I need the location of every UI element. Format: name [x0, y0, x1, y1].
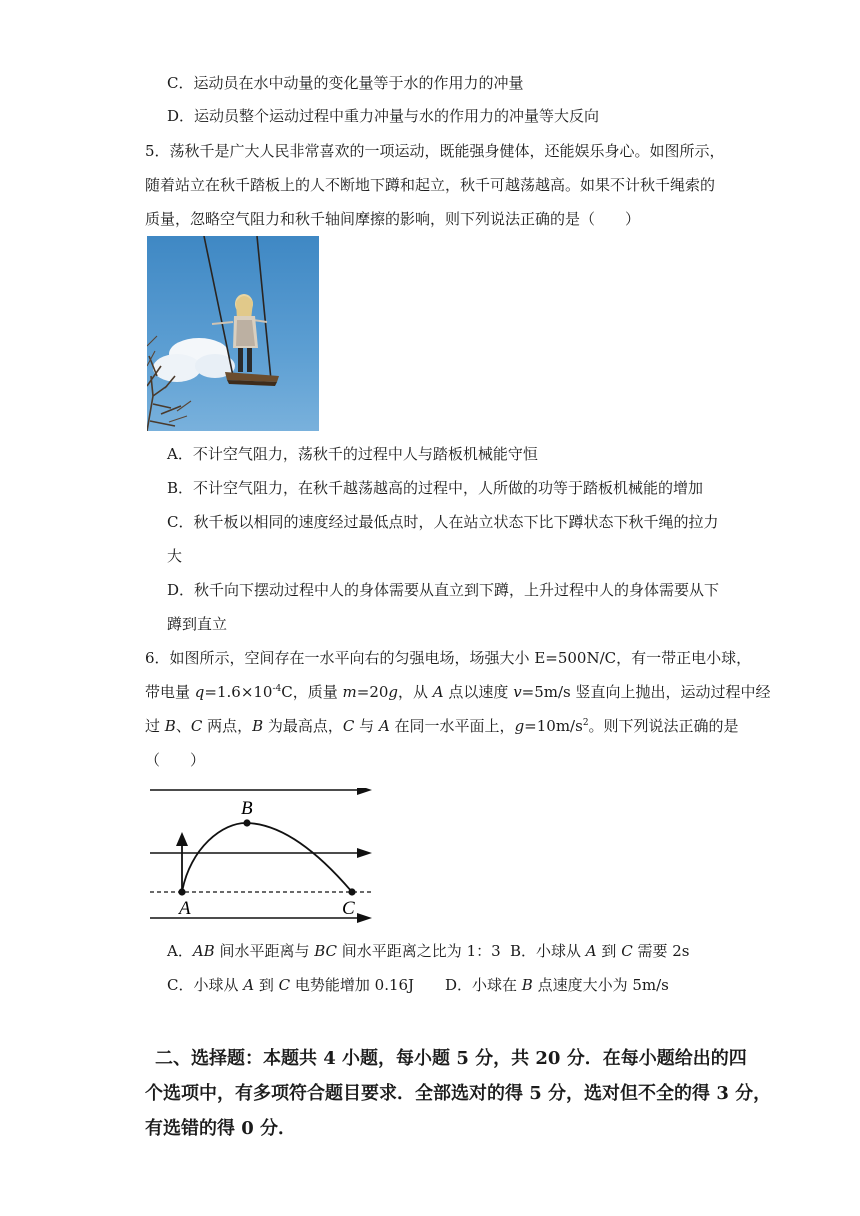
point-a — [178, 888, 185, 895]
q5-stem-line3: 质量，忽略空气阻力和秋千轴间摩擦的影响，则下列说法正确的是（ ） — [145, 210, 641, 228]
q6-stem-line3: 过 B、C 两点，B 为最高点，C 与 A 在同一水平面上，$g=10m/s^2$。则下列说法正确的是 — [145, 717, 739, 735]
trajectory-curve — [182, 823, 352, 892]
q5-option-c-line1: C．秋千板以相同的速度经过最低点时，人在站立状态下比下蹲状态下秋千绳的拉力 — [167, 513, 719, 531]
velocity-arrow-head — [176, 832, 188, 846]
point-c — [348, 888, 355, 895]
electric-field-diagram — [145, 788, 380, 928]
field-arrow-bottom — [357, 913, 372, 923]
q6-options-row1: A．AB 间水平距离与 BC 间水平距离之比为 1：3 — [167, 942, 501, 960]
label-a: A — [179, 898, 191, 919]
q5-option-d-line1: D．秋千向下摆动过程中人的身体需要从直立到下蹲，上升过程中人的身体需要从下 — [167, 581, 720, 599]
q5-option-c-line2: 大 — [167, 547, 183, 565]
field-arrow-middle — [357, 848, 372, 858]
section2-heading-line3: 有选错的得 0 分． — [145, 1118, 297, 1139]
section2-heading-line1: 二、选择题：本题共 4 小题，每小题 5 分，共 20 分．在每小题给出的四 — [155, 1048, 747, 1069]
q6-stem-line1: 6．如图所示，空间存在一水平向右的匀强电场，场强大小 E=500N/C，有一带正电小球， — [145, 649, 752, 667]
q5-option-d-line2: 蹲到直立 — [167, 615, 228, 633]
q6-option-c: C．小球从 A 到 C 电势能增加 0.16J — [167, 976, 415, 994]
q4-option-c: C．运动员在水中动量的变化量等于水的作用力的冲量 — [167, 74, 524, 92]
label-c: C — [342, 898, 355, 919]
q5-stem-line2: 随着站立在秋千踏板上的人不断地下蹲和起立，秋千可越荡越高。如果不计秋千绳索的 — [145, 176, 716, 194]
q6-option-b: B．小球从 A 到 C 需要 2s — [510, 942, 690, 960]
swing-photo — [147, 236, 319, 431]
q6-stem-line2: 带电量 $q=1.6\times 10^{-4}C$，质量 m=20g，从 A 点以速度 v=5m/s 竖直向上抛出，运动过程中经 — [145, 683, 771, 701]
q6-stem-line4: （ ） — [145, 751, 206, 769]
field-arrow-top — [357, 788, 372, 795]
q5-option-a: A．不计空气阻力，荡秋千的过程中人与踏板机械能守恒 — [167, 445, 538, 463]
q5-stem-line1: 5．荡秋千是广大人民非常喜欢的一项运动，既能强身健体，还能娱乐身心。如图所示， — [145, 142, 725, 160]
section2-heading-line2: 个选项中，有多项符合题目要求．全部选对的得 5 分，选对但不全的得 3 分， — [145, 1083, 772, 1104]
q6-option-d: D．小球在 B 点速度大小为 5m/s — [445, 976, 669, 994]
label-b: B — [241, 798, 253, 819]
q5-option-b: B．不计空气阻力，在秋千越荡越高的过程中，人所做的功等于踏板机械能的增加 — [167, 479, 704, 497]
q4-option-d: D．运动员整个运动过程中重力冲量与水的作用力的冲量等大反向 — [167, 107, 600, 125]
point-b — [243, 819, 250, 826]
